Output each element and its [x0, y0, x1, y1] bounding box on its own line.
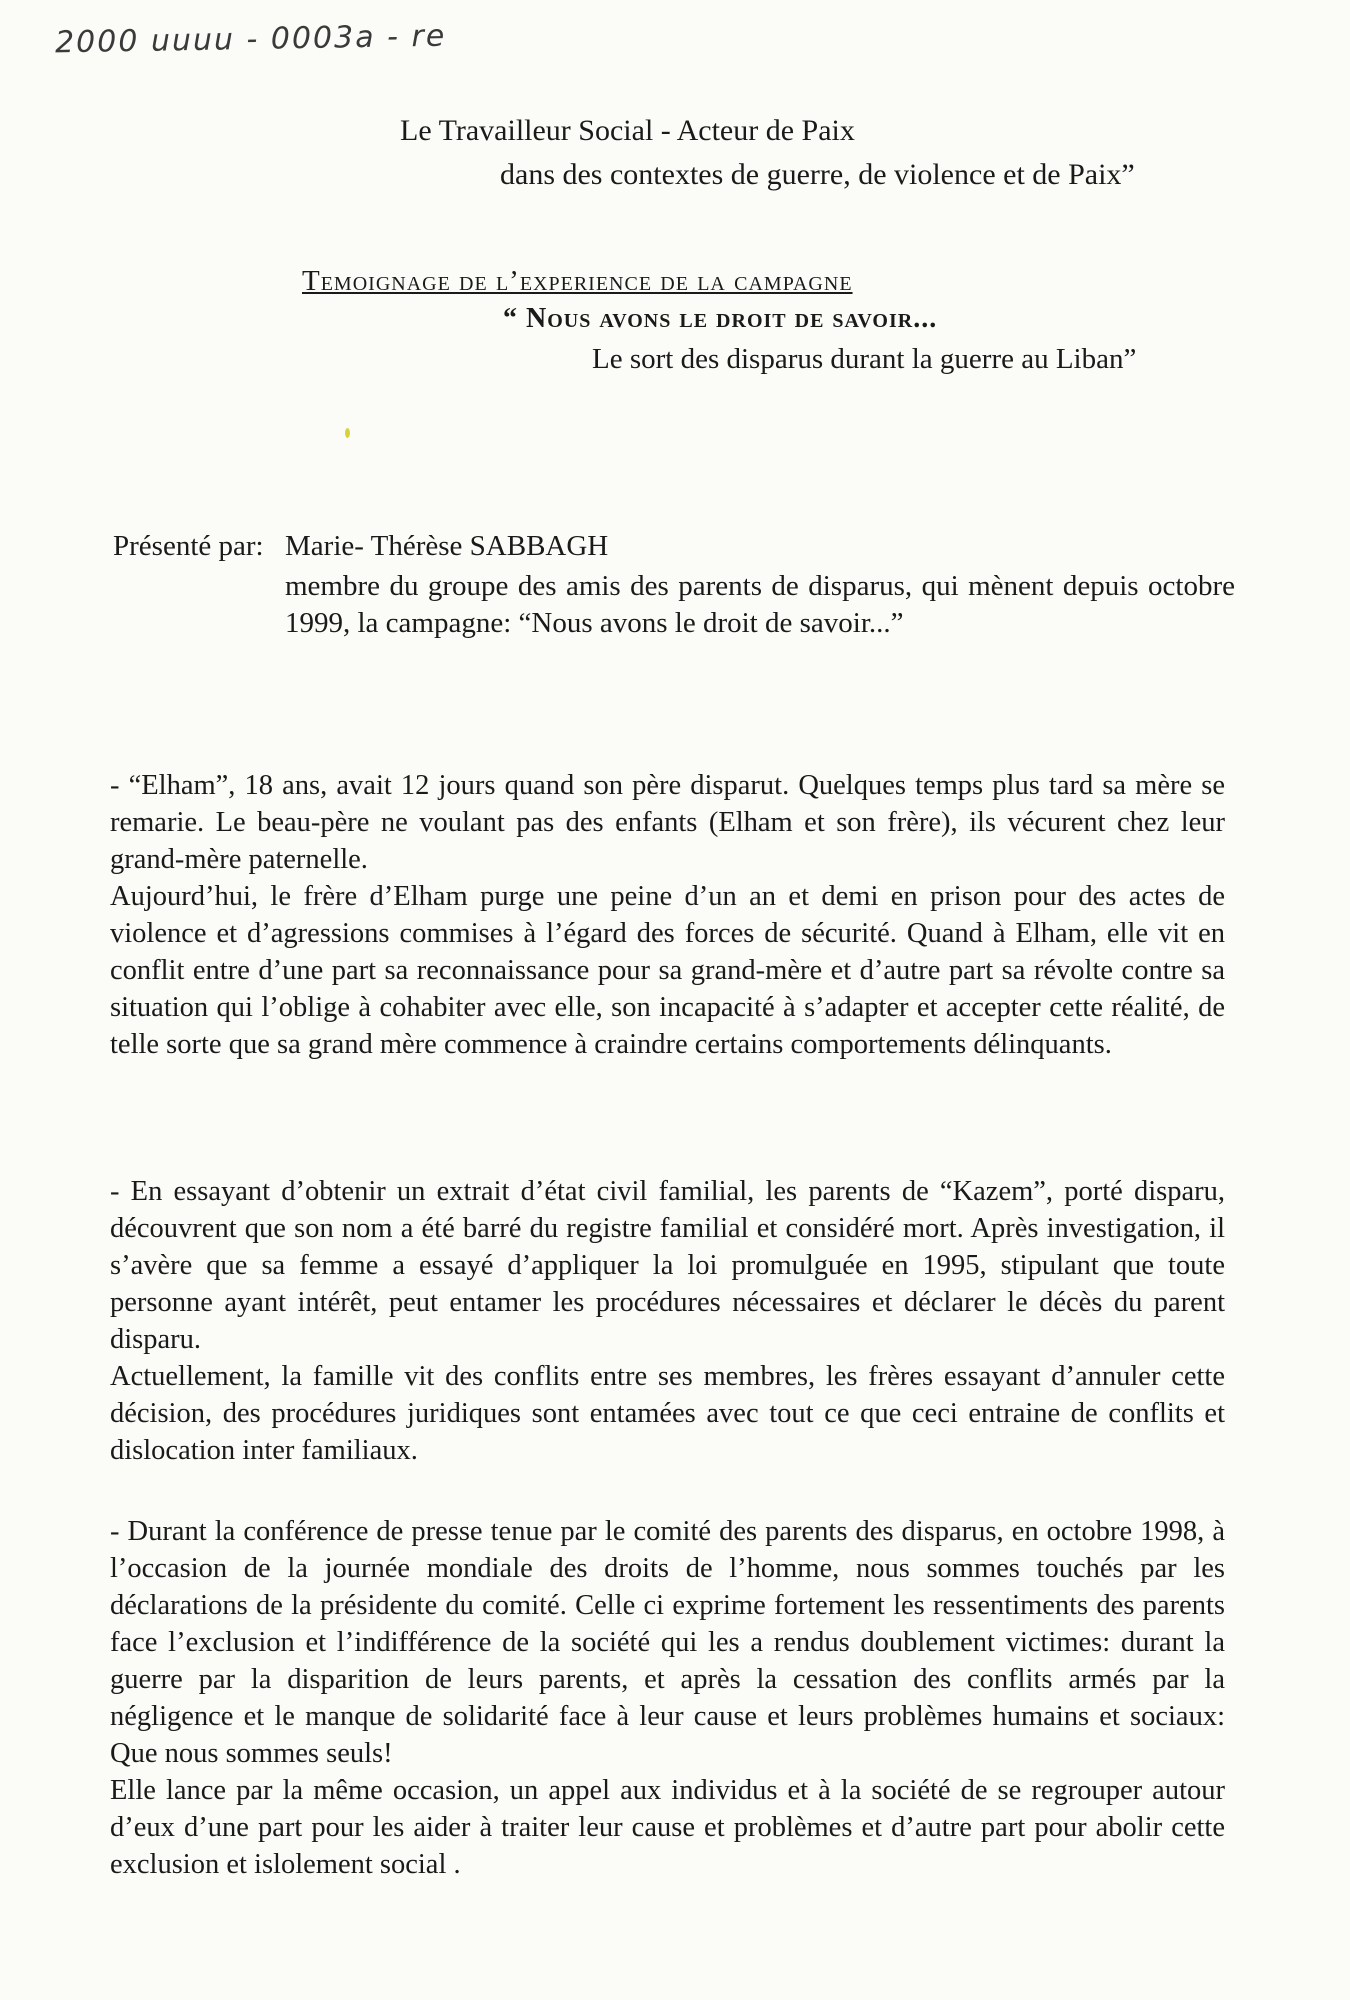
- paragraph-text: Aujourd’hui, le frère d’Elham purge une peine d’un an et demi en prison pour des actes de violence et d’agressions commises à l’égard des forces de sécurité. Quand à Elham, elle vit en conflit entre d’une part sa reconnaissance pour sa grand-mère et d’autre part sa révolte contre sa situation qui l’oblige à cohabiter avec elle, son incapacité à s’adapter et accepter cette réalité, de telle sorte que sa grand mère commence à craindre certains comportements délinquants.: [110, 881, 1225, 1060]
- paragraph-text: Elle lance par la même occasion, un appel aux individus et à la société de se regrouper autour d’eux d’une part pour les aider à traiter leur cause et problèmes et d’autre part pour abolir cette exclusion et islolement social .: [110, 1775, 1225, 1880]
- campaign-heading-line-1: Temoignage de l’experience de la campagne: [302, 265, 853, 297]
- title-line-1: Le Travailleur Social - Acteur de Paix: [400, 114, 855, 147]
- presenter-label: Présenté par:: [113, 530, 264, 562]
- paragraph-text: - En essayant d’obtenir un extrait d’état civil familial, les parents de “Kazem”, porté disparu, découvrent que son nom a été barré du registre familial et considéré mort. Après investigation, il s’avère que sa femme a essayé d’appliquer la loi promulguée en 1995, stipulant que toute personne ayant intérêt, peut entamer les procédures nécessaires et déclarer le décès du parent disparu.: [110, 1176, 1225, 1355]
- ink-speck: [345, 428, 350, 438]
- handwritten-reference: 2000 uuuu - 0003a - re: [54, 18, 447, 61]
- paragraph-text: Actuellement, la famille vit des conflits entre ses membres, les frères essayant d’annuler cette décision, des procédures juridiques sont entamées avec tout ce que ceci entraine de conflits et dislocation inter familiaux.: [110, 1361, 1225, 1466]
- campaign-heading-line-2: “ Nous avons le droit de savoir...: [503, 303, 938, 334]
- paragraph-text: - “Elham”, 18 ans, avait 12 jours quand son père disparut. Quelques temps plus tard sa mère se remarie. Le beau-père ne voulant pas des enfants (Elham et son frère), ils vécurent chez leur grand-mère paternelle.: [110, 770, 1225, 875]
- presenter-description: membre du groupe des amis des parents de disparus, qui mènent depuis octobre 1999, la campagne: “Nous avons le droit de savoir...”: [285, 570, 1235, 639]
- testimony-paragraph-3: [110, 1513, 1225, 1883]
- testimony-paragraph-1: [110, 767, 1225, 1063]
- title-line-2: dans des contextes de guerre, de violence et de Paix”: [500, 158, 1135, 191]
- testimony-paragraph-2: [110, 1173, 1225, 1469]
- campaign-heading-line-3: Le sort des disparus durant la guerre au Liban”: [592, 343, 1137, 375]
- paragraph-text: - Durant la conférence de presse tenue par le comité des parents des disparus, en octobre 1998, à l’occasion de la journée mondiale des droits de l’homme, nous sommes touchés par les déclarations de la présidente du comité. Celle ci exprime fortement les ressentiments des parents face l’exclusion et l’indifférence de la société qui les a rendus doublement victimes: durant la guerre par la disparition de leurs parents, et après la cessation des conflits armés par la négligence et le manque de solidarité face à leur cause et leurs problèmes humains et sociaux: Que nous sommes seuls!: [110, 1516, 1225, 1769]
- presenter-name: Marie- Thérèse SABBAGH: [285, 530, 609, 562]
